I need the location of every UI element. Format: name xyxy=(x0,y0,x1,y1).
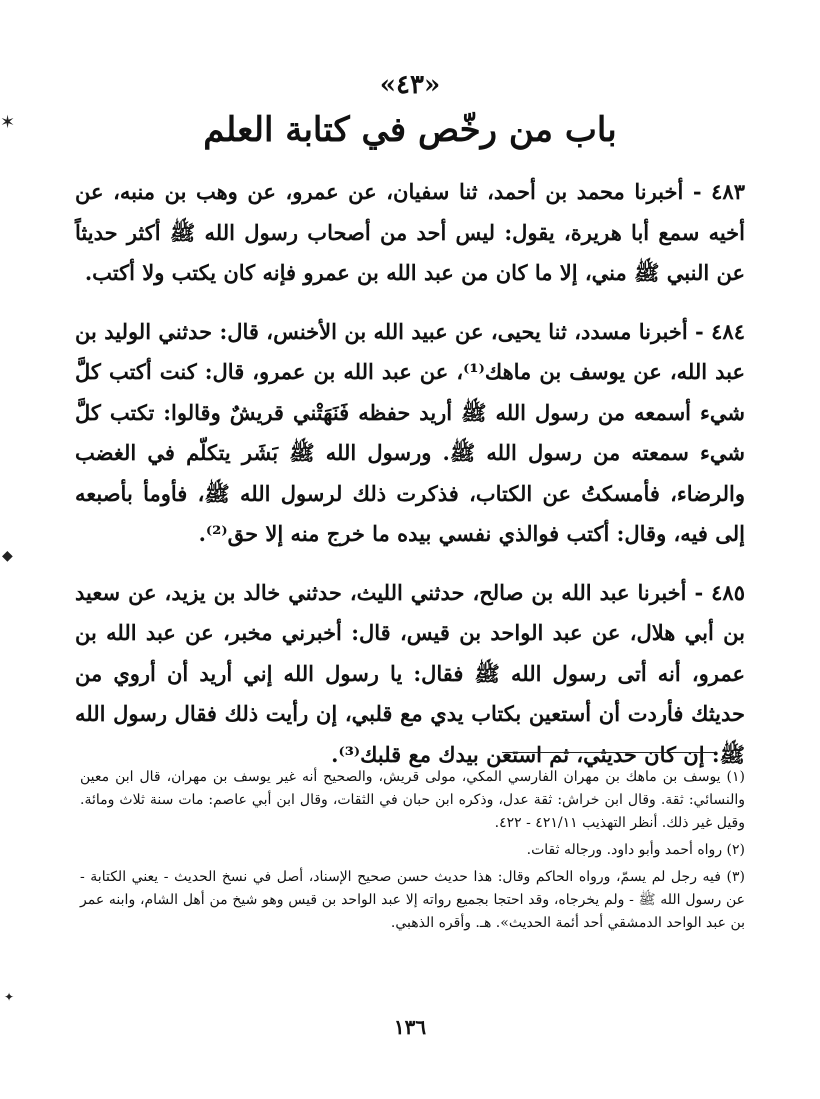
binding-mark-icon: ◆ xyxy=(2,548,13,564)
main-text xyxy=(75,172,745,793)
footnotes xyxy=(80,766,745,939)
hadith-485: ٤٨٥ - أخبرنا عبد الله بن صالح، حدثني الليث، حدثني خالد بن يزيد، عن سعيد بن أبي هلال، عن عبد الواحد بن قيس، قال: أخبرني مخبر، عن عبد الله بن عمرو، أنه أتى رسول الله ﷺ فقال: يا رسول الله إني أريد أن أروي من حديثك فأردت أن أستعين بكتاب يدي مع قلبي، إن رأيت ذلك فقال رسول الله ﷺ: إن كان حديثي، ثم استعن بيدك مع قلبك⁽³⁾. xyxy=(75,579,745,767)
page-number: ١٣٦ xyxy=(393,1015,427,1039)
footnote-1: (١) يوسف بن ماهك بن مهران الفارسي المكي، مولى قريش، والصحيح أنه غير يوسف بن مهران، قال ابن معين والنسائي: ثقة. وقال ابن خراش: ثقة عدل، وذكره ابن حبان في الثقات، وقال ابن أبي عاصم: مات سنة ثلاث ومائة. وقيل غير ذلك. أنظر التهذيب ٤٢١/١١ - ٤٢٢. xyxy=(80,769,745,831)
footnote-divider xyxy=(502,752,717,753)
hadith-484: ٤٨٤ - أخبرنا مسدد، ثنا يحيى، عن عبيد الله بن الأخنس، قال: حدثني الوليد بن عبد الله، عن يوسف بن ماهك⁽¹⁾، عن عبد الله بن عمرو، قال: كنت أكتب كلَّ شيء أسمعه من رسول الله ﷺ أريد حفظه فَنَهَتْني قريشٌ وقالوا: تكتب كلَّ شيء سمعته من رسول الله ﷺ. ورسول الله ﷺ بَشَر يتكلّم في الغضب والرضاء، فأمسكتُ عن الكتاب، فذكرت ذلك لرسول الله ﷺ، فأومأ بأصبعه إلى فيه، وقال: أكتب فوالذي نفسي بيده ما خرج منه إلا حق⁽²⁾. xyxy=(75,318,745,546)
chapter-number: «٤٣» xyxy=(379,70,441,100)
binding-mark-icon: ✶ xyxy=(0,112,16,133)
chapter-title: باب من رخّص في كتابة العلم xyxy=(203,110,617,150)
hadith-483: ٤٨٣ - أخبرنا محمد بن أحمد، ثنا سفيان، عن عمرو، عن وهب بن منبه، عن أخيه سمع أبا هريرة، يقول: ليس أحد من أصحاب رسول الله ﷺ أكثر حديثاً عن النبي ﷺ مني، إلا ما كان من عبد الله بن عمرو فإنه كان يكتب ولا أكتب. xyxy=(75,179,745,285)
footnote-2: (٢) رواه أحمد وأبو داود. ورجاله ثقات. xyxy=(526,842,745,858)
binding-mark-icon: ✦ xyxy=(4,990,15,1004)
footnote-3: (٣) فيه رجل لم يسمّ، ورواه الحاكم وقال: هذا حديث حسن صحيح الإسناد، أصل في نسخ الحديث - يعني الكتابة - عن رسول الله ﷺ - ولم يخرجاه، وقد احتجا بجميع رواته إلا عبد الواحد بن قيس وهو شيخ من أهل الشام، وابنه عمر بن عبد الواحد الدمشقي أحد أئمة الحديث». هـ. وأقره الذهبي. xyxy=(80,869,745,931)
